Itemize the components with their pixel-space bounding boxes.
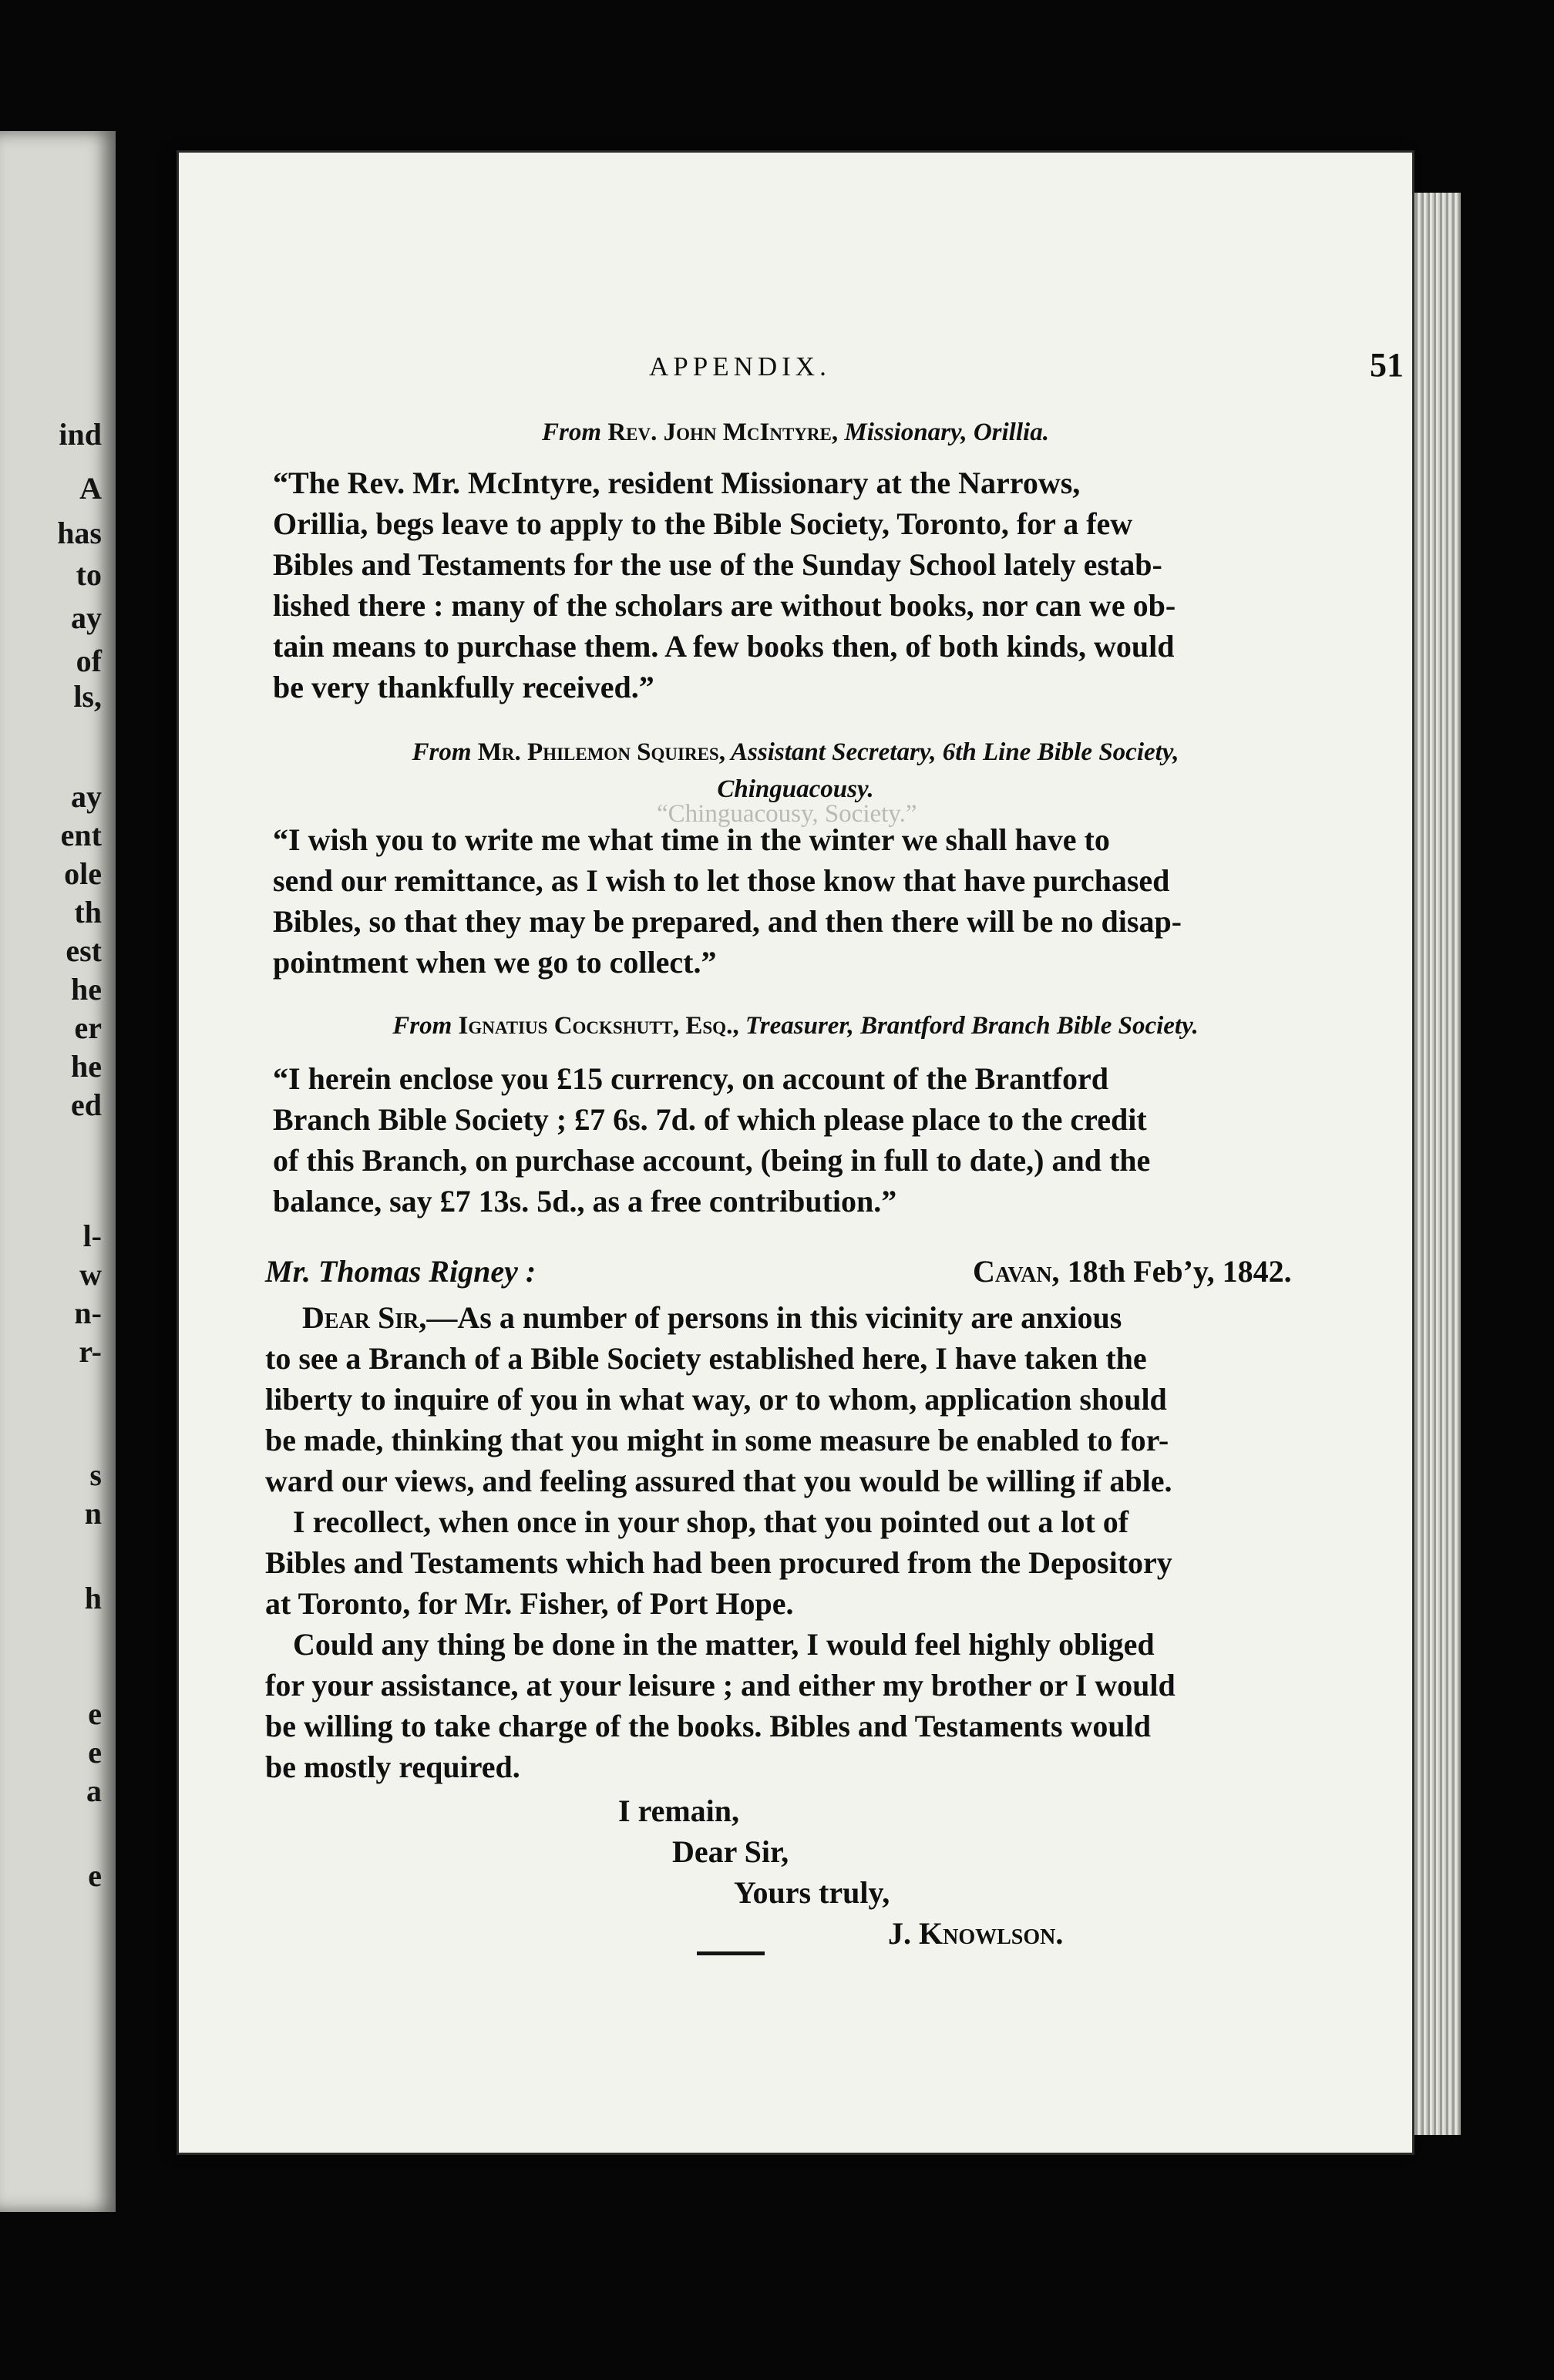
text-line: balance, say £7 13s. 5d., as a free contribution.”	[273, 1184, 897, 1219]
text-line: ward our views, and feeling assured that you would be willing if able.	[265, 1464, 1172, 1498]
text-line: Bibles and Testaments for the use of the Sunday School lately estab-	[273, 547, 1162, 582]
facing-page-fragment: he	[71, 1049, 102, 1084]
facing-page-fragment: has	[57, 516, 102, 550]
show-through-text: “Chinguacousy, Society.”	[657, 800, 917, 828]
text-line: “I wish you to write me what time in the winter we shall have to	[273, 822, 1110, 857]
closing-line: Dear Sir,	[672, 1834, 789, 1869]
letter-salutation: Dear Sir,	[302, 1300, 427, 1335]
facing-page-fragment: th	[74, 895, 102, 929]
letter-heading: From Mr. Philemon Squires, Assistant Secretary, 6th Line Bible Society,	[412, 738, 1179, 766]
facing-page-fragment: s	[89, 1457, 102, 1492]
facing-page-fragment: ent	[60, 818, 102, 852]
facing-page-fragment: n-	[74, 1296, 102, 1330]
text-line: liberty to inquire of you in what way, or to whom, application should	[265, 1382, 1167, 1417]
text-line: I recollect, when once in your shop, that you pointed out a lot of	[293, 1504, 1129, 1539]
facing-page-fragment: he	[71, 972, 102, 1007]
text-line: Bibles, so that they may be prepared, and then there will be no disap-	[273, 904, 1182, 939]
facing-page-fragment: est	[66, 933, 102, 968]
text-line: at Toronto, for Mr. Fisher, of Port Hope.	[265, 1586, 794, 1621]
letter-heading: From Rev. John McIntyre, Missionary, Orillia.	[542, 419, 1049, 446]
letter-first-line: Dear Sir,—As a number of persons in this vicinity are anxious	[302, 1300, 1122, 1335]
text-line: Could any thing be done in the matter, I would feel highly obliged	[293, 1627, 1155, 1662]
letter-heading: From Ignatius Cockshutt, Esq., Treasurer, Brantford Branch Bible Society.	[392, 1012, 1199, 1040]
book-page	[179, 153, 1412, 2153]
text-line: pointment when we go to collect.”	[273, 945, 717, 980]
facing-page-fragment: ay	[71, 600, 102, 635]
letter-place-date	[973, 1253, 1292, 1289]
facing-page-fragment: l-	[82, 1219, 102, 1253]
closing-line: I remain,	[618, 1793, 740, 1828]
text-line: send our remittance, as I wish to let those know that have purchased	[273, 863, 1170, 898]
signature: J. Knowlson.	[888, 1916, 1064, 1951]
facing-page-fragment: h	[84, 1581, 102, 1615]
text-line: of this Branch, on purchase account, (being in full to date,) and the	[273, 1143, 1151, 1178]
facing-page-fragment: w	[79, 1257, 102, 1292]
closing-line: Yours truly,	[734, 1875, 890, 1910]
facing-page-fragment: er	[74, 1010, 102, 1045]
facing-page-fragment: ind	[59, 417, 102, 452]
text-line: tain means to purchase them. A few books then, of both kinds, would	[273, 629, 1175, 664]
text-line: be made, thinking that you might in some measure be enabled to for-	[265, 1423, 1169, 1457]
text-line: “The Rev. Mr. McIntyre, resident Missionary at the Narrows,	[273, 466, 1081, 500]
facing-page-fragment: ay	[71, 779, 102, 814]
letter-date: 18th Feb’y, 1842.	[1067, 1254, 1292, 1289]
text-line: be very thankfully received.”	[273, 670, 654, 704]
facing-page-fragment: r-	[79, 1334, 102, 1369]
facing-page-fragment: a	[86, 1773, 102, 1808]
facing-page-fragment: ed	[71, 1087, 102, 1122]
facing-page-fragment: A	[79, 471, 102, 506]
facing-page-fragment: ls,	[73, 679, 102, 714]
letter-heading-continued: Chinguacousy.	[717, 775, 874, 803]
facing-page-fragment: e	[88, 1696, 102, 1731]
facing-page-fragment: ole	[64, 856, 102, 891]
letter-addressee: Mr. Thomas Rigney :	[265, 1254, 536, 1289]
text-line: for your assistance, at your leisure ; and either my brother or I would	[265, 1668, 1176, 1703]
text-line: Orillia, begs leave to apply to the Bible Society, Toronto, for a few	[273, 506, 1133, 541]
facing-page-fragment: n	[84, 1496, 102, 1531]
facing-page-fragment: e	[88, 1735, 102, 1770]
text-line: “I herein enclose you £15 currency, on account of the Brantford	[273, 1061, 1109, 1096]
text-line: to see a Branch of a Bible Society established here, I have taken the	[265, 1341, 1147, 1376]
text-line: be mostly required.	[265, 1750, 520, 1784]
text-line: Bibles and Testaments which had been procured from the Depository	[265, 1545, 1172, 1580]
text-line: be willing to take charge of the books. Bibles and Testaments would	[265, 1709, 1152, 1743]
facing-page-fragment: to	[76, 557, 102, 592]
text-line: Branch Bible Society ; £7 6s. 7d. of which please place to the credit	[273, 1102, 1147, 1137]
facing-page-edge	[0, 131, 116, 2212]
facing-page-fragment: of	[76, 644, 102, 678]
page-number: 51	[1370, 346, 1404, 384]
closing-rule	[697, 1951, 765, 1955]
facing-page-fragment: e	[88, 1858, 102, 1893]
running-head: APPENDIX.	[649, 351, 831, 382]
text-line: lished there : many of the scholars are without books, nor can we ob-	[273, 588, 1176, 623]
letter-place: Cavan,	[973, 1254, 1060, 1289]
